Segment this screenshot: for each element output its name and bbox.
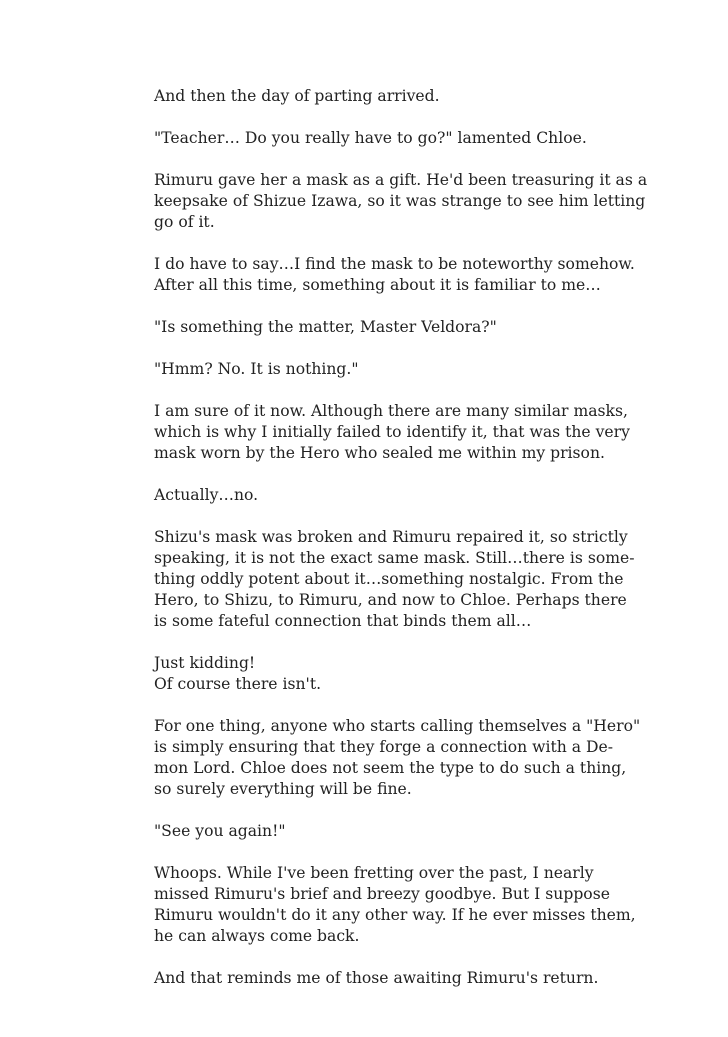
paragraph	[154, 86, 586, 107]
paragraph	[154, 863, 636, 947]
text-line: Rimuru wouldn't do it any other way. If he ever misses them,	[154, 906, 636, 924]
text-line: mask worn by the Hero who sealed me within my prison.	[154, 444, 605, 462]
paragraph	[154, 716, 641, 800]
paragraph	[154, 359, 586, 380]
text-line: so surely everything will be fine.	[154, 780, 412, 798]
paragraph	[154, 401, 630, 464]
text-line: Rimuru gave her a mask as a gift. He'd been treasuring it as a	[154, 171, 648, 189]
text-line: which is why I initially failed to identify it, that was the very	[154, 423, 630, 441]
text-line: Of course there isn't.	[154, 675, 322, 693]
page-text-body	[154, 86, 648, 989]
text-line: "Teacher… Do you really have to go?" lamented Chloe.	[154, 129, 587, 147]
text-line: he can always come back.	[154, 927, 360, 945]
text-line: Hero, to Shizu, to Rimuru, and now to Chloe. Perhaps there	[154, 591, 627, 609]
paragraph	[154, 821, 586, 842]
text-line: Just kidding!	[154, 654, 256, 672]
text-line: "See you again!"	[154, 822, 286, 840]
text-line: go of it.	[154, 213, 215, 231]
paragraph	[154, 254, 635, 296]
text-line: I am sure of it now. Although there are many similar masks,	[154, 402, 628, 420]
text-line: "Hmm? No. It is nothing."	[154, 360, 359, 378]
paragraph	[154, 968, 599, 989]
paragraph	[154, 317, 586, 338]
text-line: And then the day of parting arrived.	[154, 87, 440, 105]
paragraph	[154, 170, 648, 233]
text-line: Actually…no.	[154, 486, 259, 504]
text-line: speaking, it is not the exact same mask. Still…there is some-	[154, 549, 635, 567]
text-line: After all this time, something about it is familiar to me…	[154, 276, 601, 294]
paragraph	[154, 485, 586, 506]
text-line: Shizu's mask was broken and Rimuru repaired it, so strictly	[154, 528, 628, 546]
text-line: keepsake of Shizue Izawa, so it was strange to see him letting	[154, 192, 646, 210]
text-line: is simply ensuring that they forge a connection with a De-	[154, 738, 614, 756]
text-line: missed Rimuru's brief and breezy goodbye. But I suppose	[154, 885, 610, 903]
text-line: mon Lord. Chloe does not seem the type to do such a thing,	[154, 759, 627, 777]
text-line: "Is something the matter, Master Veldora?"	[154, 318, 497, 336]
text-line: thing oddly potent about it…something nostalgic. From the	[154, 570, 624, 588]
text-line: is some fateful connection that binds them all…	[154, 612, 532, 630]
text-line: And that reminds me of those awaiting Rimuru's return.	[154, 969, 599, 987]
text-line: I do have to say…I find the mask to be noteworthy somehow.	[154, 255, 635, 273]
text-line: Whoops. While I've been fretting over the past, I nearly	[154, 864, 594, 882]
paragraph	[154, 653, 586, 695]
paragraph	[154, 527, 635, 632]
text-line: For one thing, anyone who starts calling themselves a "Hero"	[154, 717, 641, 735]
paragraph	[154, 128, 586, 149]
